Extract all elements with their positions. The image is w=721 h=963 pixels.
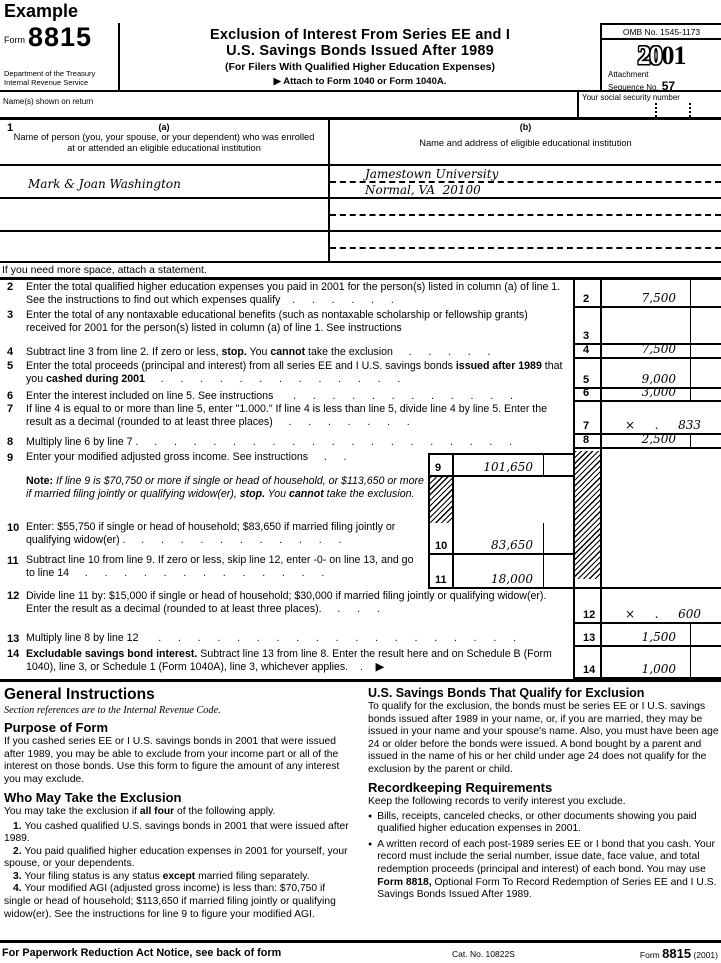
- line-2-amount-value: 7,500: [641, 291, 676, 305]
- line-number-left: 7: [7, 403, 14, 415]
- tax-year-solid: 01: [661, 41, 686, 70]
- who-item-3: 3. Your filing status is any status except married filing separately.: [13, 870, 310, 882]
- line-6-amount-value: 3,000: [641, 385, 676, 399]
- general-instructions-heading: General Instructions: [4, 686, 155, 703]
- line-7-decimal-field[interactable]: [602, 402, 721, 435]
- paperwork-notice: For Paperwork Reduction Act Notice, see back of form: [2, 947, 282, 959]
- line-text: Subtract line 3 from line 2. If zero or less, stop. You cannot take the exclusion . . . . .: [26, 346, 492, 358]
- line-9-amount-value: 101,650: [483, 460, 533, 474]
- hatched-number-column: [573, 449, 602, 587]
- ssn-separator-2: [689, 103, 691, 117]
- lines-9-to-11-text: [0, 449, 428, 589]
- ssn-separator-1: [655, 103, 657, 117]
- line-text: Multiply line 8 by line 12 . . . . . . . . . . . . . . . . . . .: [26, 631, 518, 644]
- line-4-amount-field[interactable]: [602, 342, 690, 359]
- multiply-sign: ×: [625, 418, 636, 432]
- instructions-right-column: [354, 684, 719, 940]
- form-title-block: [120, 23, 600, 90]
- lines-9-to-11-block: [0, 449, 721, 589]
- line-4-amount-value: 7,500: [641, 342, 676, 356]
- line-11-cents-field[interactable]: [543, 555, 573, 587]
- line-6-amount-field[interactable]: [602, 385, 690, 402]
- table-row: [0, 199, 721, 232]
- form-line-4: [0, 342, 721, 359]
- line-2-cents-field[interactable]: [690, 280, 721, 308]
- line-10-amount-field[interactable]: [454, 523, 543, 553]
- line-9-amount-row: [430, 455, 573, 477]
- tax-year-outline: 20: [637, 41, 662, 70]
- line-11-amount-field[interactable]: [454, 555, 543, 587]
- line-12-decimal-field[interactable]: [602, 589, 721, 624]
- instructions-section: [0, 682, 721, 940]
- line-number-left: 4: [7, 346, 14, 358]
- line-text: Enter the total of any nontaxable educational benefits (such as nontaxable scholarship or fellowship grants) received for 2001 for the person(s) listed in column (a) of line 1. See instructions: [26, 309, 528, 335]
- agency-line-1: Department of the Treasury: [4, 69, 96, 78]
- recordkeeping-bullet-2: ● A written record of each post-1989 series EE or I bond that you cash. Your record must include the serial number, issue date, face value, and total redemption proceeds (principal and interest) of each bond. You may use Form 8818, Optional Form To Record Redemption of Series EE and I U.S. Savings Bonds Issued After 1989.: [368, 838, 717, 901]
- form-number-block: [0, 23, 120, 90]
- instructions-left-column: [2, 684, 354, 940]
- line-text: Enter: $55,750 if single or head of household; $83,650 if married filing jointly or qualifying widow(er) . . . . . . . . . . . .: [26, 521, 396, 547]
- form-word-label: Form: [4, 34, 25, 45]
- form-line-14: [0, 647, 721, 679]
- line-text: Enter your modified adjusted gross income. See instructions . .: [26, 451, 348, 463]
- footer-form-id: [640, 946, 718, 961]
- footer-form-word: Form: [639, 950, 660, 960]
- line1-table: [0, 120, 721, 280]
- omb-number: OMB No. 1545-1173: [602, 25, 721, 40]
- line-number-box: 6: [573, 389, 602, 402]
- line-text: Enter the interest included on line 5. See instructions . . . . . . . . . . . .: [26, 390, 514, 402]
- institution-line-1[interactable]: [330, 166, 721, 183]
- form-line-5: [0, 359, 721, 389]
- form-line-7: [0, 402, 721, 435]
- line-10-amount-row: [430, 523, 573, 555]
- omb-year-block: [600, 23, 721, 93]
- line-8-amount-value: 2,500: [641, 432, 676, 446]
- table-row: [0, 232, 721, 263]
- line-9-cents-field[interactable]: [543, 455, 573, 475]
- line-number-box: 14: [573, 647, 602, 679]
- person-name-cell[interactable]: [0, 232, 330, 261]
- line-text: Enter the total qualified higher education expenses you paid in 2001 for the person(s) listed in column (a) of line 1. See the instructions to find out which expenses qualify . . . . . .: [26, 281, 561, 307]
- line-12-decimal-value: 600: [678, 607, 701, 621]
- footer-form-year: (2001): [693, 950, 718, 960]
- form-line-13: [0, 624, 721, 647]
- line-13-cents-field[interactable]: [690, 624, 721, 647]
- line-5-amount-value: 9,000: [641, 372, 676, 386]
- line-number-box: 9: [430, 455, 454, 475]
- form-line-11: [0, 554, 428, 589]
- line-number-box: 4: [573, 345, 602, 359]
- purpose-paragraph: If you cashed series EE or I U.S. savings bonds in 2001 that were issued after 1989, you may be able to exclude from your income part or all of the interest on those bonds. Use this form to figure the amount of any interest you may exclude.: [4, 736, 340, 785]
- institution-line-1[interactable]: [330, 199, 721, 216]
- who-may-take-heading: Who May Take the Exclusion: [4, 790, 182, 806]
- col-b-letter: (b): [519, 122, 532, 132]
- institution-cell[interactable]: [330, 166, 721, 197]
- recordkeeping-intro: Keep the following records to verify interest you exclude.: [368, 796, 626, 808]
- line-number-box: 2: [573, 280, 602, 308]
- decimal-point: .: [654, 607, 659, 621]
- line-14-amount-value: 1,000: [641, 662, 676, 676]
- institution-line-2[interactable]: [330, 183, 721, 197]
- line-7-decimal-value: 833: [678, 418, 701, 432]
- institution-name-value: Jamestown University: [365, 167, 499, 181]
- line-number-box: 13: [573, 624, 602, 647]
- form-line-10: [0, 521, 428, 554]
- table-row: [0, 166, 721, 199]
- line1-number: 1: [7, 122, 14, 134]
- purpose-of-form-heading: Purpose of Form: [4, 720, 109, 735]
- line-text: Multiply line 6 by line 7 . . . . . . . . . . . . . . . . . . . .: [26, 436, 514, 448]
- line-6-cents-field[interactable]: [690, 389, 721, 402]
- line-3-amount-field[interactable]: [602, 308, 690, 345]
- institution-cell[interactable]: [330, 232, 721, 261]
- form-subtitle: (For Filers With Qualified Higher Education Expenses): [224, 61, 496, 74]
- line1-col-b-header: [330, 120, 721, 164]
- line-10-amount-value: 83,650: [491, 538, 533, 552]
- name-on-return-label: Name(s) shown on return: [3, 97, 94, 106]
- line-9-amount-field[interactable]: [454, 455, 543, 475]
- who-item-1: 1. You cashed qualified U.S. savings bonds in 2001 that were issued after 1989.: [4, 820, 349, 845]
- name-ssn-row: [0, 90, 721, 117]
- line-number-left: 2: [7, 281, 14, 293]
- form-title-line-2: U.S. Savings Bonds Issued After 1989: [226, 43, 494, 60]
- line-4-cents-field[interactable]: [690, 345, 721, 359]
- form-line-12: [0, 589, 721, 624]
- form-line-9: [0, 451, 428, 475]
- line-number-box: 5: [573, 359, 602, 389]
- form-footer: [0, 940, 721, 963]
- note-text: Note: If line 9 is $70,750 or more if single or head of household, or $113,650 or more if married filing jointly or qualifying widow(er), stop. You cannot take the exclusion.: [26, 475, 424, 501]
- blank-amount-area: [602, 449, 721, 587]
- form-line-8: [0, 432, 721, 449]
- line-number-left: 14: [7, 648, 20, 660]
- form-title-line-1: Exclusion of Interest From Series EE and I: [209, 27, 511, 43]
- example-heading: Example: [4, 1, 79, 21]
- line-text: Enter the total proceeds (principal and interest) from all series EE and I U.S. savings bonds issued after 1989 that you cashed during 2001 . . . . . . . . . . . . .: [26, 360, 563, 386]
- agency-block: [4, 69, 116, 87]
- attachment-label: Attachment: [608, 70, 649, 80]
- line-number-left: 13: [7, 633, 20, 645]
- line-number-left: 6: [7, 390, 14, 402]
- institution-line-2[interactable]: [330, 216, 721, 230]
- form-line-6: [0, 385, 721, 402]
- institution-cell[interactable]: [330, 199, 721, 230]
- line-13-amount-field[interactable]: [602, 624, 690, 647]
- decimal-point: .: [654, 418, 659, 432]
- form-line-2: [0, 280, 721, 308]
- multiply-sign: ×: [625, 607, 636, 621]
- tax-year: [602, 40, 721, 71]
- ssn-label: Your social security number: [582, 93, 680, 102]
- hatched-cell: [575, 451, 600, 579]
- form-number-line: [4, 22, 116, 52]
- line-2-amount-field[interactable]: [602, 280, 690, 308]
- right-column-shaded: [573, 449, 721, 589]
- line-number-box: 12: [573, 589, 602, 624]
- line-13-amount-value: 1,500: [641, 630, 676, 644]
- name-on-return-field[interactable]: [0, 92, 577, 117]
- form-header-main: [0, 22, 721, 93]
- line-number-left: 10: [7, 522, 20, 534]
- institution-line-1[interactable]: [330, 232, 721, 249]
- recordkeeping-heading: Recordkeeping Requirements: [368, 780, 553, 796]
- who-item-4: 4. Your modified AGI (adjusted gross income) is less than: $70,750 if single or head of household; $113,650 if married filing jointly or qualifying widow(er). See the instructions for line 9 to figure your modified AGI.: [4, 883, 336, 920]
- line-number-box: 3: [573, 308, 602, 345]
- line-5-cents-field[interactable]: [690, 359, 721, 389]
- line-number-left: 12: [7, 590, 20, 602]
- sequence-number: 57: [661, 78, 676, 93]
- inner-amount-table: [428, 453, 573, 589]
- line-text: Subtract line 10 from line 9. If zero or less, skip line 12, enter -0- on line 13, and go to line 14 . . . . . . . . . . . . .: [26, 554, 414, 580]
- form-line-3: [0, 308, 721, 345]
- col-b-description: Name and address of eligible educational institution: [419, 138, 632, 148]
- line-8-amount-field[interactable]: [602, 432, 690, 449]
- line-14-amount-field[interactable]: [602, 647, 690, 679]
- catalog-number: Cat. No. 10822S: [452, 949, 515, 959]
- person-name-value: Mark & Joan Washington: [28, 177, 181, 191]
- line1-table-header: [0, 120, 721, 166]
- person-name-cell[interactable]: [0, 199, 330, 230]
- line-number-box: 11: [430, 555, 454, 587]
- line-11-amount-value: 18,000: [491, 572, 533, 586]
- person-name-cell[interactable]: [0, 166, 330, 197]
- sequence-label: Sequence No.: [608, 82, 659, 92]
- who-item-2: 2. You paid qualified higher education expenses in 2001 for yourself, your spouse, or your dependents.: [4, 845, 348, 870]
- line-text: Divide line 11 by: $15,000 if single or head of household; $30,000 if married filing jointly or qualifying widow(er). Enter the result as a decimal (rounded to at least three places). . . .: [26, 590, 547, 616]
- ssn-field[interactable]: [577, 92, 721, 117]
- line-number-left: 8: [7, 436, 14, 448]
- line-number-box: 7: [573, 402, 602, 435]
- line-number-box: 8: [573, 435, 602, 449]
- section-references-note: Section references are to the Internal Revenue Code.: [4, 705, 221, 716]
- line-8-cents-field[interactable]: [690, 435, 721, 449]
- line-number-left: 5: [7, 360, 14, 372]
- inner-table-spacer: [430, 477, 573, 523]
- line-number-left: 9: [7, 452, 14, 464]
- who-intro: You may take the exclusion if all four of the following apply.: [4, 806, 276, 818]
- more-space-note: If you need more space, attach a statement.: [2, 264, 207, 276]
- footer-form-number: 8815: [662, 946, 692, 961]
- computation-section: [0, 280, 721, 682]
- line1-col-a-header: [0, 120, 330, 164]
- form-number: 8815: [28, 22, 93, 52]
- agency-line-2: Internal Revenue Service: [4, 78, 89, 87]
- recordkeeping-bullet-1: ● Bills, receipts, canceled checks, or other documents showing you paid qualified higher education expenses in 2001.: [368, 810, 697, 835]
- line-text: Excludable savings bond interest. Subtract line 13 from line 8. Enter the result here and on Schedule B (Form 1040), line 3, or Schedule 1 (Form 1040A), line 3, whichever applies. . ▶: [26, 648, 552, 674]
- institution-line-2[interactable]: [330, 249, 721, 261]
- bullet-icon: ●: [368, 812, 373, 820]
- line-text: If line 4 is equal to or more than line 5, enter "1.000." If line 4 is less than line 5, divide line 4 by line 5. Enter the result as a decimal (rounded to at least three places) . . . . . . .: [26, 403, 548, 429]
- bonds-qualify-heading: U.S. Savings Bonds That Qualify for Exclusion: [368, 686, 645, 700]
- line-number-box: 10: [430, 523, 454, 553]
- col-a-description: Name of person (you, your spouse, or your dependent) who was enrolled at or attended an eligible educational institution: [13, 132, 315, 153]
- line-10-cents-field[interactable]: [543, 523, 573, 553]
- form-header: [0, 23, 721, 120]
- line-number-left: 11: [7, 555, 19, 567]
- line-14-cents-field[interactable]: [690, 647, 721, 679]
- line-11-amount-row: [430, 555, 573, 589]
- hatched-cell: [430, 477, 454, 523]
- line-9-note: [0, 475, 428, 521]
- line-3-cents-field[interactable]: [690, 308, 721, 345]
- attach-instruction: ▶ Attach to Form 1040 or Form 1040A.: [273, 76, 447, 88]
- bonds-qualify-paragraph: To qualify for the exclusion, the bonds must be series EE or I U.S. savings bonds issued after 1989 in your name, or, if you are married, they may be issued in your name and your spouse's name. Also, you must have been age 24 or older before the bonds were issued. A bond bought by a parent and issued in the name of his or her child under age 24 does not qualify for the exclusion by the parent or child.: [368, 701, 719, 775]
- line-number-left: 3: [7, 309, 14, 321]
- institution-address-value: Normal, VA 20100: [365, 183, 481, 197]
- col-a-letter: (a): [158, 122, 170, 132]
- bullet-icon: ●: [368, 840, 373, 848]
